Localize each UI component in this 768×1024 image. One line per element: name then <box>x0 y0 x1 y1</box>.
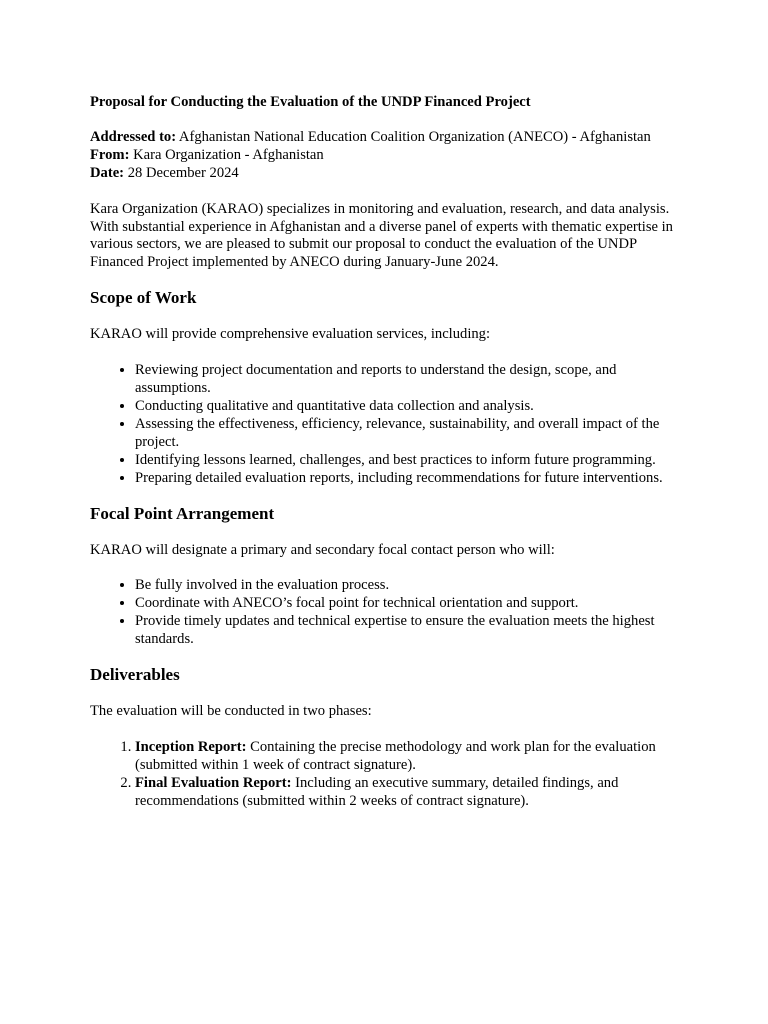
focal-lead: KARAO will designate a primary and secondary focal contact person who will: <box>90 541 555 558</box>
from-line <box>90 147 680 165</box>
deliverable-text: Containing the precise methodology and work plan for the evaluation (submitted within 1 week of contract signature). <box>135 738 656 773</box>
date-label: Date: <box>90 164 125 181</box>
from-value: Kara Organization - Afghanistan <box>129 146 324 163</box>
document-title: Proposal for Conducting the Evaluation of the UNDP Financed Project <box>90 94 531 110</box>
focal-heading: Focal Point Arrangement <box>90 503 275 523</box>
header-meta <box>90 129 680 183</box>
list-item: • Preparing detailed evaluation reports, including recommendations for future interventions. <box>135 470 680 488</box>
deliverables-lead: The evaluation will be conducted in two phases: <box>90 703 372 720</box>
scope-list <box>90 362 680 487</box>
deliverables-heading: Deliverables <box>90 665 180 685</box>
list-item: • Be fully involved in the evaluation process. <box>135 577 680 595</box>
list-item <box>135 775 680 811</box>
scope-heading: Scope of Work <box>90 288 197 308</box>
list-item: • Reviewing project documentation and reports to understand the design, scope, and assumptions. <box>135 362 680 398</box>
deliverable-label: Final Evaluation Report: <box>135 774 292 791</box>
focal-list <box>90 577 680 649</box>
list-item: • Coordinate with ANECO’s focal point for technical orientation and support. <box>135 595 680 613</box>
list-item: • Assessing the effectiveness, efficiency, relevance, sustainability, and overall impact of the project. <box>135 416 680 452</box>
list-item: • Conducting qualitative and quantitative data collection and analysis. <box>135 398 680 416</box>
intro-paragraph: Kara Organization (KARAO) specializes in monitoring and evaluation, research, and data analysis. With substantial experience in Afghanistan and a diverse panel of experts with thematic expertise in various sectors, we are pleased to submit our proposal to conduct the evaluation of the UNDP Financed Project implemented by ANECO during January-June 2024. <box>90 200 673 271</box>
addressed-to-line <box>90 129 680 147</box>
list-item <box>135 739 680 775</box>
document-page <box>90 94 680 827</box>
scope-lead: KARAO will provide comprehensive evaluation services, including: <box>90 326 491 343</box>
addressed-to-value: Afghanistan National Education Coalition Organization (ANECO) - Afghanistan <box>176 128 651 145</box>
deliverable-label: Inception Report: <box>135 738 247 755</box>
date-line <box>90 165 680 183</box>
addressed-to-label: Addressed to: <box>90 128 177 145</box>
list-item: • Identifying lessons learned, challenges, and best practices to inform future programming. <box>135 452 680 470</box>
date-value: 28 December 2024 <box>124 164 239 181</box>
deliverable-text: Including an executive summary, detailed findings, and recommendations (submitted within 2 weeks of contract signature). <box>135 774 619 809</box>
deliverables-list <box>90 739 680 811</box>
list-item: • Provide timely updates and technical expertise to ensure the evaluation meets the highest standards. <box>135 613 680 649</box>
from-label: From: <box>90 146 130 163</box>
